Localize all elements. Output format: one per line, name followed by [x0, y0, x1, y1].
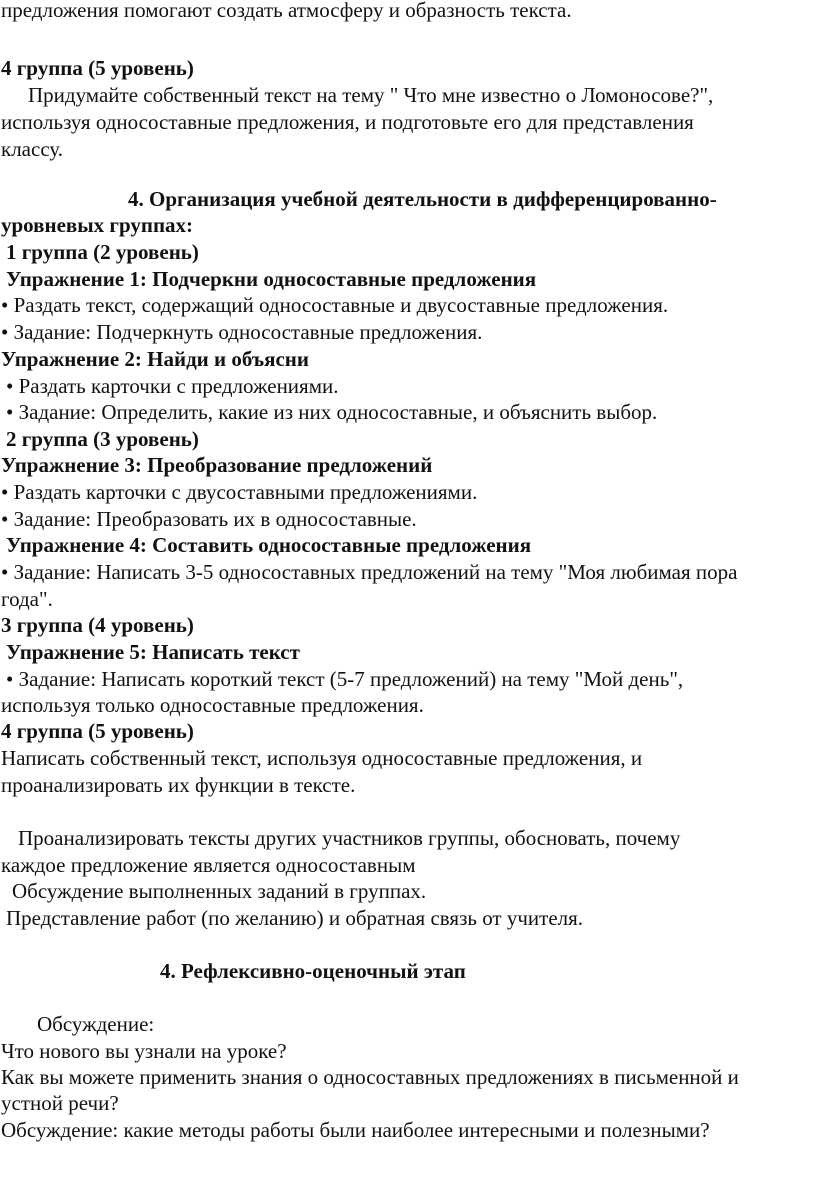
text-line: используя односоставные предложения, и подготовьте его для представления [1, 110, 694, 134]
bullet-item: • Задание: Подчеркнуть односоставные предложения. [1, 320, 483, 344]
text-line: Придумайте собственный текст на тему " Что мне известно о Ломоносове?", [28, 83, 714, 107]
text-line: Написать собственный текст, используя односоставные предложения, и [1, 746, 643, 770]
question-line: Что нового вы узнали на уроке? [1, 1039, 287, 1063]
group-heading: 4 группа (5 уровень) [1, 56, 194, 80]
question-line: Как вы можете применить знания о односоставных предложениях в письменной и [1, 1065, 739, 1089]
exercise-heading: Упражнение 4: Составить односоставные предложения [6, 533, 532, 557]
group-heading: 1 группа (2 уровень) [6, 240, 199, 264]
exercise-heading: Упражнение 3: Преобразование предложений [1, 453, 433, 477]
exercise-heading: Упражнение 2: Найди и объясни [1, 347, 309, 371]
section-heading-continued: уровневых группах: [1, 213, 194, 237]
group-heading: 2 группа (3 уровень) [6, 427, 199, 451]
bullet-item: • Задание: Определить, какие из них односоставные, и объяснить выбор. [6, 400, 658, 424]
exercise-heading: Упражнение 1: Подчеркни односоставные предложения [6, 267, 537, 291]
text-line: каждое предложение является односоставным [1, 853, 416, 877]
text-line: Обсуждение: [37, 1012, 155, 1036]
exercise-heading: Упражнение 5: Написать текст [6, 640, 300, 664]
text-line: предложения помогают создать атмосферу и образность текста. [1, 0, 572, 22]
text-line: года". [1, 587, 53, 611]
text-line: Представление работ (по желанию) и обратная связь от учителя. [6, 906, 584, 930]
bullet-item: • Задание: Написать 3-5 односоставных предложений на тему "Моя любимая пора [1, 560, 738, 584]
text-line: используя только односоставные предложения. [1, 693, 424, 717]
question-line: устной речи? [1, 1091, 119, 1115]
bullet-item: • Раздать карточки с двусоставными предложениями. [1, 480, 478, 504]
section-heading: 4. Организация учебной деятельности в дифференцированно- [128, 187, 717, 211]
text-line: Проанализировать тексты других участников группы, обосновать, почему [18, 826, 681, 850]
bullet-item: • Раздать карточки с предложениями. [6, 374, 339, 398]
bullet-item: • Задание: Преобразовать их в односоставные. [1, 507, 417, 531]
text-line: Обсуждение выполненных заданий в группах. [12, 879, 427, 903]
group-heading: 4 группа (5 уровень) [1, 719, 194, 743]
section-heading: 4. Рефлексивно-оценочный этап [160, 959, 466, 983]
text-line: проанализировать их функции в тексте. [1, 773, 356, 797]
text-line: классу. [1, 137, 64, 161]
bullet-item: • Раздать текст, содержащий односоставные и двусоставные предложения. [1, 293, 669, 317]
group-heading: 3 группа (4 уровень) [1, 613, 194, 637]
question-line: Обсуждение: какие методы работы были наиболее интересными и полезными? [1, 1118, 710, 1142]
bullet-item: • Задание: Написать короткий текст (5-7 предложений) на тему "Мой день", [6, 667, 684, 691]
